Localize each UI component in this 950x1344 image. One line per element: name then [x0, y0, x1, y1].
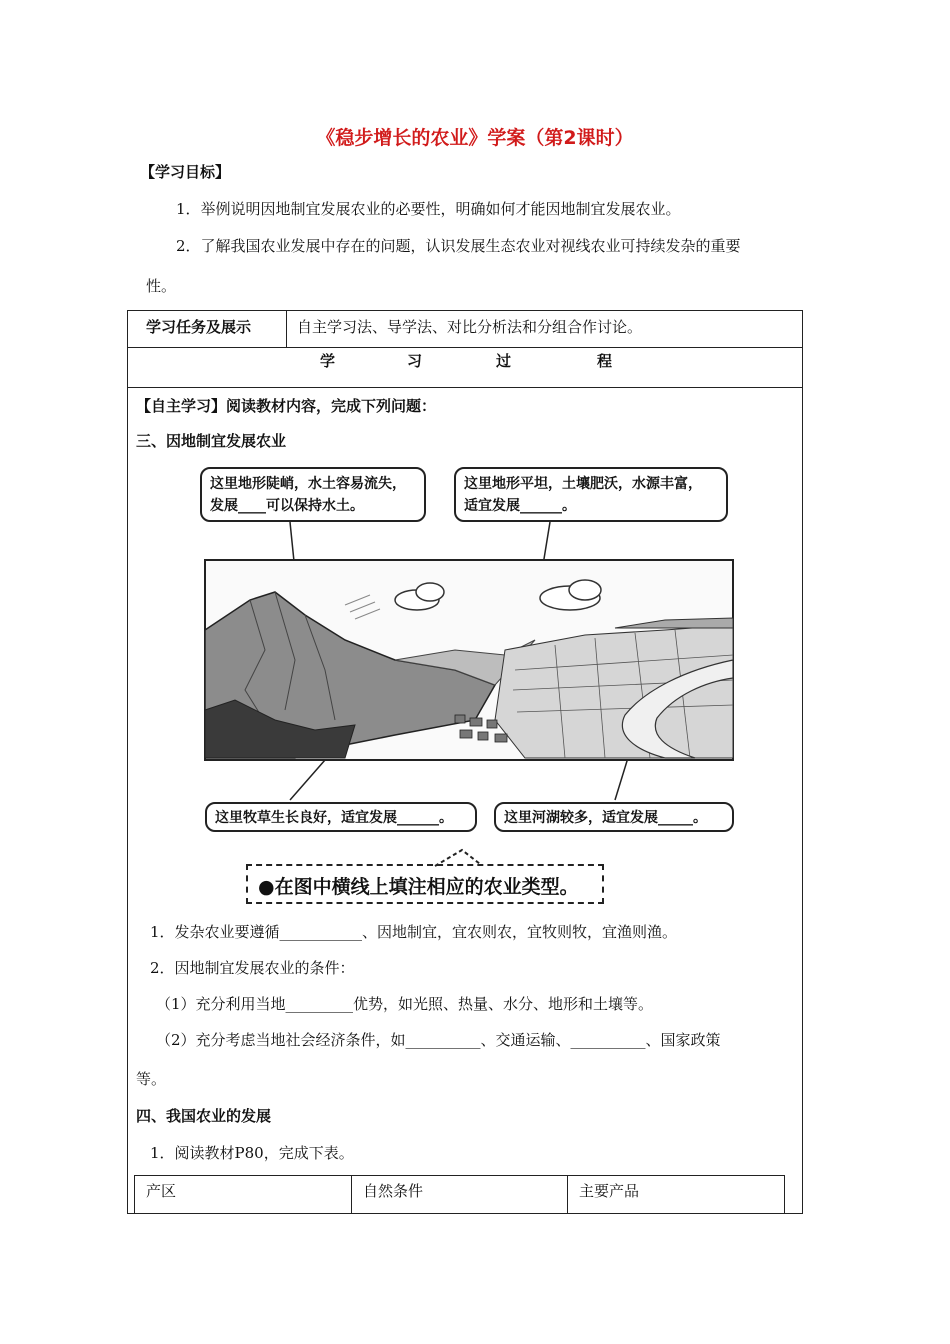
callout-mountain [200, 467, 426, 522]
callout-plain [454, 467, 728, 522]
question-1: 1．发杂农业要遵循___________、因地制宜，宜农则农，宜牧则牧，宜渔则渔。 [150, 923, 678, 941]
question-2: 2．因地制宜发展农业的条件： [150, 959, 355, 977]
section-4-question-1: 1．阅读教材P80，完成下表。 [150, 1144, 354, 1162]
inner-table-left [134, 1175, 135, 1213]
process-char-4: 程 [597, 352, 613, 370]
question-2-1: （1）充分利用当地_________优势，如光照、热量、水分、地形和土壤等。 [156, 995, 654, 1013]
objectives-heading: 【学习目标】 [140, 163, 231, 181]
callout-mountain-line1: 这里地形陡峭，水土容易流失， [210, 476, 406, 492]
row-divider-2 [127, 387, 803, 388]
page-title: 《稳步增长的农业》学案（第2课时） [316, 127, 634, 149]
section-3-heading: 三、因地制宜发展农业 [136, 432, 287, 450]
column-header-conditions: 自然条件 [363, 1182, 424, 1200]
instruction-box: ●在图中横线上填注相应的农业类型。 [246, 864, 604, 904]
objective-2-line2: 性。 [146, 277, 177, 295]
inner-col-divider-1 [351, 1175, 352, 1213]
callout-plain-line1: 这里地形平坦，土壤肥沃，水源丰富， [464, 476, 702, 492]
inner-table-top [134, 1175, 785, 1176]
callout-river: 这里河湖较多，适宜发展_____。 [494, 802, 734, 832]
table-bottom-border [127, 1213, 803, 1214]
section-4-heading: 四、我国农业的发展 [136, 1107, 272, 1125]
row-divider-1 [127, 347, 803, 348]
objective-1: 1．举例说明因地制宜发展农业的必要性，明确如何才能因地制宜发展农业。 [176, 200, 681, 218]
objective-2-line1: 2．了解我国农业发展中存在的问题，认识发展生态农业对视线农业可持续发杂的重要 [176, 237, 741, 255]
task-value: 自主学习法、导学法、对比分析法和分组合作讨论。 [297, 318, 643, 336]
callout-plain-line2: 适宜发展______。 [464, 498, 576, 514]
self-study-heading: 【自主学习】阅读教材内容，完成下列问题： [136, 397, 437, 415]
column-header-region: 产区 [146, 1182, 177, 1200]
table-top-border [127, 310, 803, 311]
inner-table-right [784, 1175, 785, 1213]
inner-col-divider-2 [567, 1175, 568, 1213]
table-left-border [127, 310, 128, 1214]
task-label: 学习任务及展示 [146, 318, 252, 336]
process-char-1: 学 [320, 352, 336, 370]
process-char-2: 习 [407, 352, 423, 370]
question-2-2-line1: （2）充分考虑当地社会经济条件，如__________、交通运输、__________、国家政策 [156, 1031, 721, 1049]
callout-grassland: 这里牧草生长良好，适宜发展______。 [205, 802, 477, 832]
process-char-3: 过 [496, 352, 512, 370]
table-right-border [802, 310, 803, 1214]
question-2-2-line2: 等。 [136, 1070, 167, 1088]
column-header-products: 主要产品 [579, 1182, 640, 1200]
callout-mountain-line2: 发展____可以保持水土。 [210, 498, 364, 514]
col-divider-task [286, 310, 287, 348]
landscape-illustration [195, 520, 755, 850]
